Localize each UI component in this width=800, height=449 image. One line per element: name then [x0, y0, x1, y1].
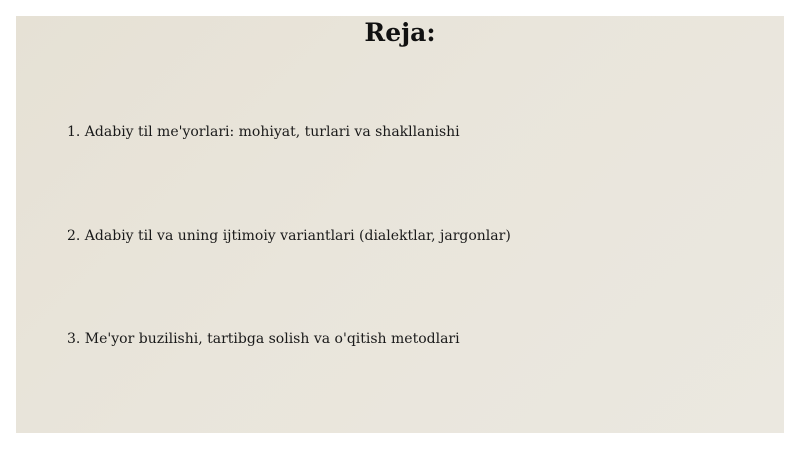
- plan-item-3: 3. Me'yor buzilishi, tartibga solish va o'qitish metodlari: [67, 331, 460, 347]
- slide: [16, 16, 784, 433]
- plan-item-2: 2. Adabiy til va uning ijtimoiy variantlari (dialektlar, jargonlar): [67, 228, 511, 244]
- plan-item-1: 1. Adabiy til me'yorlari: mohiyat, turlari va shakllanishi: [67, 124, 460, 140]
- slide-title: Reja:: [364, 18, 436, 47]
